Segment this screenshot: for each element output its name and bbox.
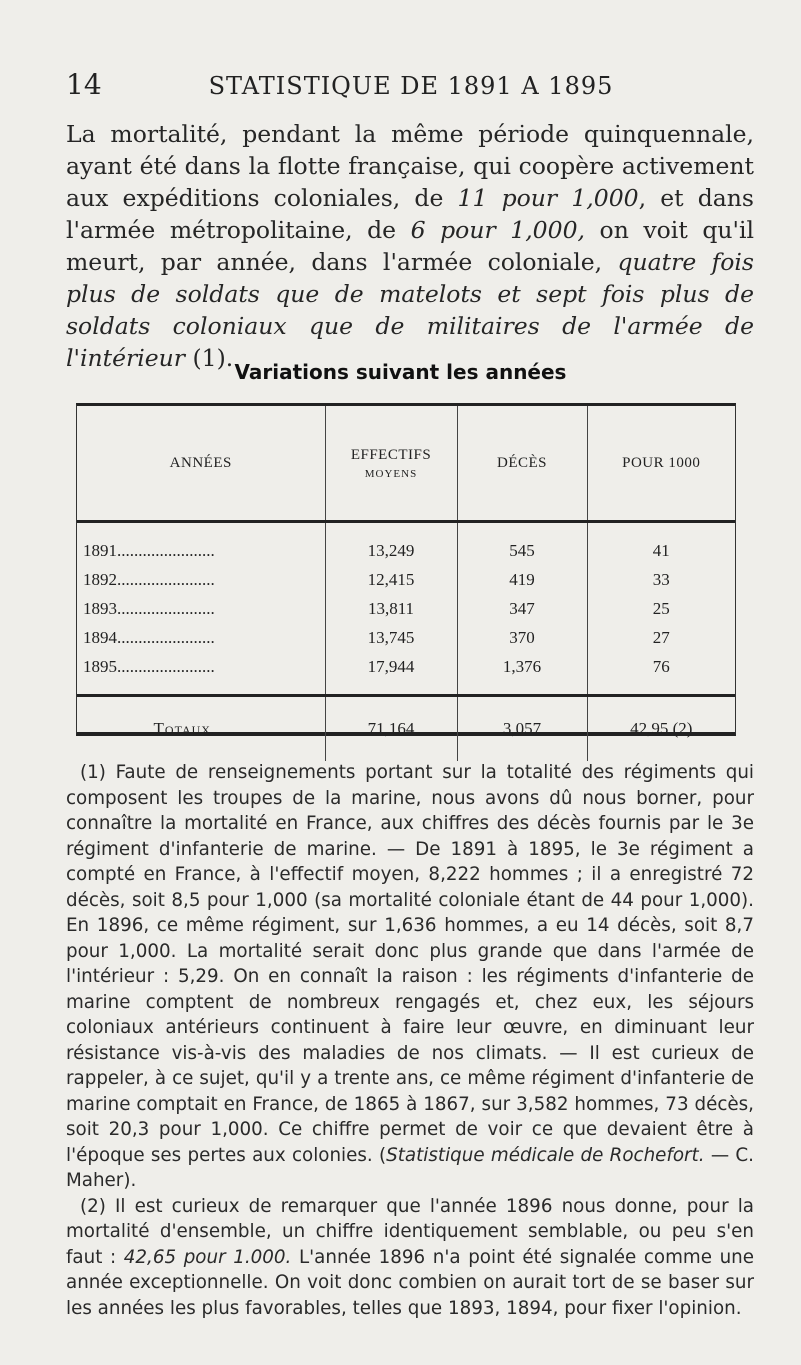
header-annees: ANNÉES	[77, 406, 325, 522]
cell-pour1000: 33	[652, 569, 670, 589]
table-header-row	[77, 406, 735, 522]
cell-effectifs: 17,944	[325, 652, 457, 696]
intro-text-3: on voit qu'il meurt, par année, dans l'armée coloniale,	[66, 216, 754, 276]
footnote-1-text: (1) Faute de renseignements portant sur la totalité des régiments qui composent les troupes de la marine, nous avons dû nous borner, pour connaître la mortalité en France, aux chiffres des décès fournis par le 3e régiment d'infanterie de marine. — De 1891 à 1895, le 3e régiment a compté en France, à l'effectif moyen, 8,222 hommes ; il a enregistré 72 décès, soit 8,5 pour 1,000 (sa mortalité coloniale étant de 44 pour 1,000). En 1896, ce même régiment, sur 1,636 hommes, a eu 14 décès, soit 8,7 pour 1,000. La mortalité serait donc plus grande que dans l'armée de l'intérieur : 5,29. On en connaît la raison : les régiments d'infanterie de marine comptent de nombreux rengagés et, chez eux, les séjours coloniaux antérieurs continuent à faire leur œuvre, en diminuant leur résistance vis-à-vis des maladies de nos climats. — Il est curieux de rappeler, à ce sujet, qu'il y a trente ans, ce même régiment d'infanterie de marine comptait en France, de 1865 à 1867, sur 3,582 hommes, 73 décès, soit 20,3 pour 1,000. Ce chiffre permet de voir ce que devaient être à l'époque ses pertes aux colonies. (	[66, 762, 754, 1166]
cell-pour1000: 76	[652, 656, 670, 676]
cell-deces: 347	[457, 594, 587, 623]
table-row	[77, 594, 735, 623]
footnote-1	[66, 760, 754, 1194]
cell-annee: 1891.......................	[77, 522, 325, 566]
cell-annee: 1895.......................	[77, 652, 325, 696]
cell-total-deces: 3,057	[457, 696, 587, 762]
footnote-1-end: — C. Maher).	[66, 1144, 754, 1191]
header-pour1000: POUR 1000	[587, 406, 735, 522]
cell-deces: 545	[457, 522, 587, 566]
mortality-table	[76, 403, 736, 736]
header-deces: DÉCÈS	[457, 406, 587, 522]
footnote-2-end: L'année 1896 n'a point été signalée comme une année exceptionnelle. On voit donc combien on aurait tort de se baser sur les années les plus favorables, telles que 1893, 1894, pour fixer l'opinion.	[66, 1246, 754, 1319]
intro-paragraph	[66, 118, 754, 374]
cell-annee: 1893.......................	[77, 594, 325, 623]
table-row	[77, 565, 735, 594]
cell-pour1000: 25	[652, 598, 670, 618]
footnote-2	[66, 1194, 754, 1322]
intro-italic-1: 11 pour 1,000	[457, 184, 639, 212]
footnote-2-text: (2) Il est curieux de remarquer que l'année 1896 nous donne, pour la mortalité d'ensemble, un chiffre identiquement semblable, ou peu s'en faut :	[66, 1195, 754, 1268]
intro-text-1: La mortalité, pendant la même période quinquennale, ayant été dans la flotte française, qui coopère activement aux expéditions coloniales, de	[66, 120, 754, 212]
page-header	[66, 68, 756, 108]
cell-effectifs: 12,415	[325, 565, 457, 594]
cell-deces: 419	[457, 565, 587, 594]
cell-annee: 1892.......................	[77, 565, 325, 594]
intro-italic-3: quatre fois plus de soldats que de matelots et sept fois plus de soldats coloniaux que de militaires de l'armée de l'intérieur	[66, 248, 754, 372]
header-effectifs-sub: MOYENS	[364, 467, 418, 480]
cell-total-effectifs: 71,164	[325, 696, 457, 762]
footnotes	[66, 760, 754, 1321]
intro-text-4: (1).	[185, 344, 234, 372]
running-title: STATISTIQUE DE 1891 A 1895	[208, 72, 614, 100]
table-row	[77, 652, 735, 696]
page-number: 14	[66, 68, 102, 101]
cell-effectifs: 13,811	[325, 594, 457, 623]
cell-total-label: Totaux........	[77, 696, 325, 762]
table-row	[77, 623, 735, 652]
cell-deces: 1,376	[457, 652, 587, 696]
cell-effectifs: 13,249	[325, 522, 457, 566]
table-row	[77, 522, 735, 566]
cell-annee: 1894.......................	[77, 623, 325, 652]
cell-pour1000: 41	[652, 540, 670, 560]
footnote-1-citation: Statistique médicale de Rochefort.	[386, 1144, 705, 1166]
cell-pour1000: 27	[652, 627, 670, 647]
header-effectifs	[325, 406, 457, 522]
intro-italic-2: 6 pour 1,000,	[410, 216, 585, 244]
header-effectifs-label: EFFECTIFS	[350, 446, 432, 463]
footnote-2-italic: 42,65 pour 1.000.	[123, 1246, 292, 1268]
intro-text-2: , et dans l'armée métropolitaine, de	[66, 184, 754, 244]
cell-effectifs: 13,745	[325, 623, 457, 652]
table-total-row	[77, 696, 735, 762]
cell-deces: 370	[457, 623, 587, 652]
cell-total-pour1000: 42,95 (2)	[587, 696, 735, 762]
section-title: Variations suivant les années	[234, 360, 567, 384]
